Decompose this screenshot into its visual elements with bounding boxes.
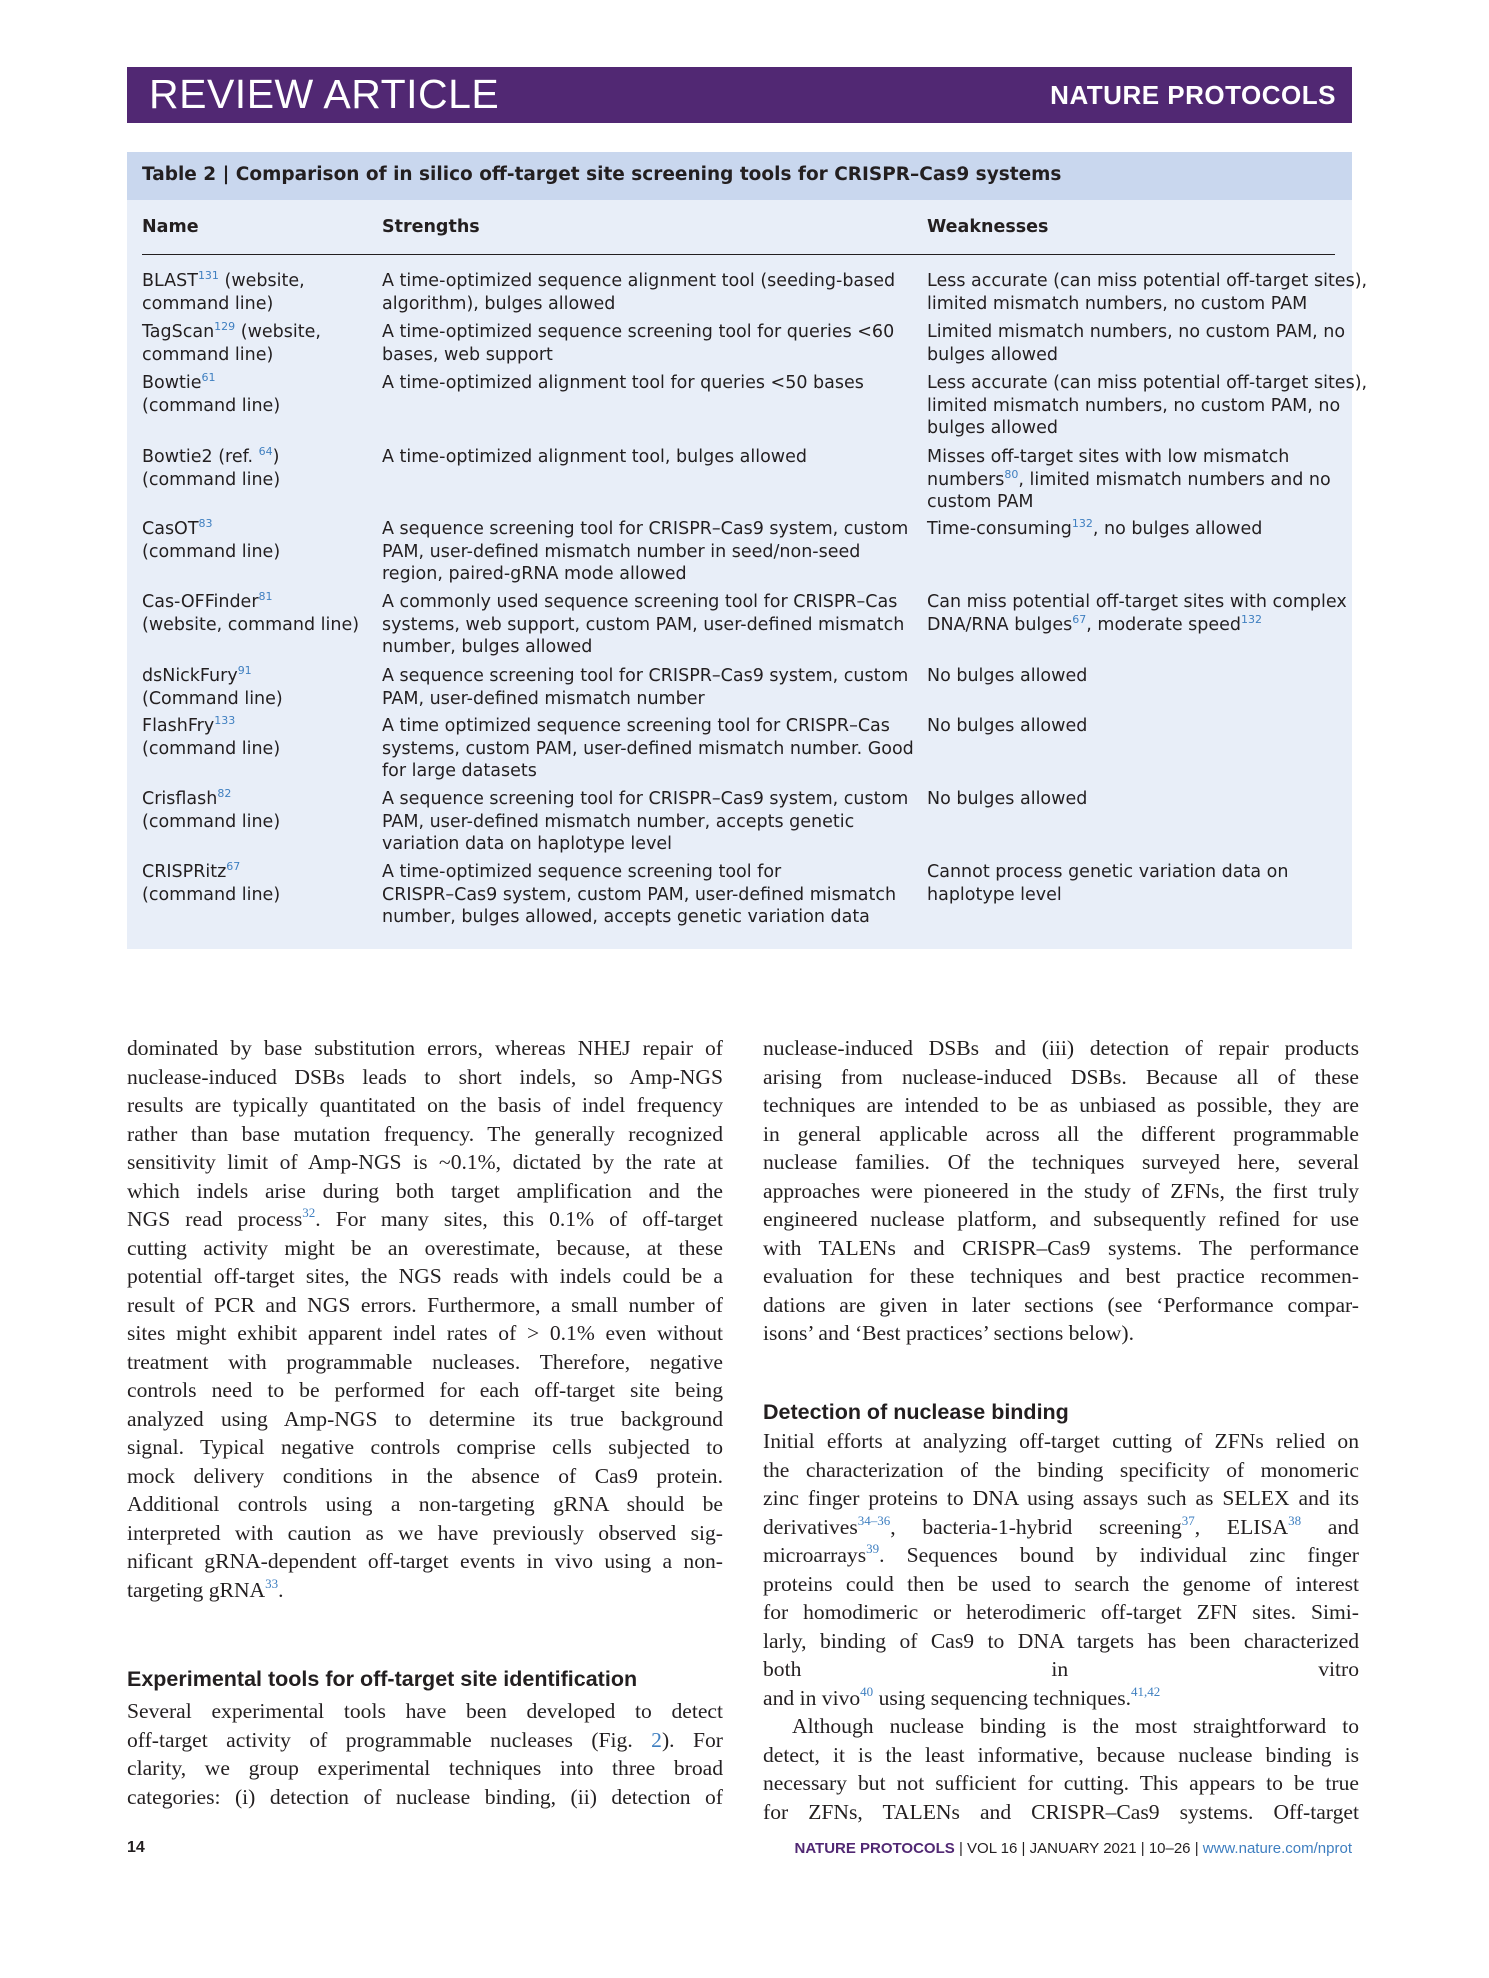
text-line: rather than base mutation frequency. The generally recognized bbox=[127, 1121, 723, 1146]
tool-weaknesses: Less accurate (can miss potential off-target sites), limited mismatch numbers, no custom PAM bbox=[927, 271, 1368, 314]
text-line: result of PCR and NGS errors. Furthermore, a small number of bbox=[127, 1292, 723, 1317]
tool-name: Crisflash$^{82}$ (command line) bbox=[142, 787, 281, 832]
text-line: nuclease-induced DSBs and (iii) detection of repair products bbox=[763, 1036, 1359, 1060]
text-line: controls need to be performed for each off-target site being bbox=[127, 1378, 723, 1402]
text-line: nuclease families. Of the techniques surveyed here, several bbox=[763, 1150, 1359, 1174]
text-line: with TALENs and CRISPR–Cas9 systems. The performance bbox=[763, 1235, 1359, 1260]
body-column-left-2 bbox=[127, 1697, 723, 1811]
tool-strengths: A commonly used sequence screening tool for CRISPR–Cas systems, web support, custom PAM, user-defined mismatch number, bulges allowed bbox=[382, 592, 905, 657]
table-2 bbox=[127, 152, 1368, 949]
text-line: and in vivo$^{40}$ using sequencing techniques.$^{41,42}$ bbox=[763, 1683, 1161, 1710]
tool-name: dsNickFury$^{91}$ (Command line) bbox=[142, 664, 283, 709]
tool-weaknesses: Can miss potential off-target sites with complex DNA/RNA bulges$^{67}$, moderate speed$^{132}$ bbox=[927, 592, 1347, 635]
tool-name: CasOT$^{83}$ (command line) bbox=[142, 517, 281, 562]
header-strengths: Strengths bbox=[382, 217, 480, 237]
text-line: NGS read process$^{32}$. For many sites, this 0.1% of off-target bbox=[127, 1205, 723, 1231]
section-heading: Detection of nuclease binding bbox=[763, 1400, 1069, 1424]
journal-label: NATURE PROTOCOLS bbox=[1050, 80, 1336, 110]
footer-url-link[interactable]: www.nature.com/nprot bbox=[1202, 1840, 1352, 1857]
tool-strengths: A sequence screening tool for CRISPR–Cas9 system, custom PAM, user-defined mismatch number, accepts genetic variation data on haplotype level bbox=[382, 789, 909, 854]
section-heading: Experimental tools for off-target site identification bbox=[127, 1667, 638, 1691]
tool-strengths: A time-optimized alignment tool for queries <50 bases bbox=[382, 373, 864, 393]
text-line: signal. Typical negative controls comprise cells subjected to bbox=[127, 1435, 723, 1459]
text-line: dations are given in later sections (see ‘Performance compar- bbox=[763, 1292, 1359, 1317]
footer-journal: NATURE PROTOCOLS bbox=[794, 1840, 955, 1857]
tool-weaknesses: Less accurate (can miss potential off-target sites), limited mismatch numbers, no custom PAM, no bulges allowed bbox=[927, 373, 1368, 438]
text-line: derivatives$^{34-36}$, bacteria-1-hybrid screening$^{37}$, ELISA$^{38}$ and bbox=[763, 1512, 1359, 1539]
text-line: categories: (i) detection of nuclease binding, (ii) detection of bbox=[127, 1784, 723, 1809]
text-line: for ZFNs, TALENs and CRISPR–Cas9 systems. Off-target bbox=[763, 1799, 1359, 1824]
tool-weaknesses: No bulges allowed bbox=[927, 789, 1088, 809]
text-line: potential off-target sites, the NGS reads with indels could be a bbox=[127, 1264, 723, 1288]
body-column-right bbox=[763, 1034, 1359, 1348]
text-line: dominated by base substitution errors, whereas NHEJ repair of bbox=[127, 1036, 723, 1060]
footer-pages: 10–26 bbox=[1148, 1840, 1191, 1857]
footer-citation: NATURE PROTOCOLS | VOL 16 | JANUARY 2021 | 10–26 | www.nature.com/nprot bbox=[794, 1840, 1352, 1857]
text-line: evaluation for these techniques and best practice recommen- bbox=[763, 1264, 1359, 1288]
text-line: the characterization of the binding specificity of monomeric bbox=[763, 1457, 1359, 1482]
text-line: Additional controls using a non-targeting gRNA should be bbox=[127, 1492, 723, 1516]
text-line: both in vitro bbox=[763, 1657, 1359, 1681]
page-number: 14 bbox=[127, 1839, 145, 1856]
text-line: interpreted with caution as we have previously observed sig- bbox=[127, 1520, 723, 1545]
text-line: mock delivery conditions in the absence of Cas9 protein. bbox=[127, 1463, 723, 1488]
body-column-left bbox=[127, 1034, 723, 1604]
text-line: in general applicable across all the different programmable bbox=[763, 1121, 1359, 1146]
tool-name: TagScan$^{129}$ (website, command line) bbox=[142, 320, 321, 365]
tool-strengths: A time-optimized sequence alignment tool (seeding-based algorithm), bulges allowed bbox=[382, 271, 896, 314]
table-title-bar bbox=[127, 152, 1352, 200]
tool-name: Bowtie2 (ref. $^{64}$) (command line) bbox=[142, 445, 281, 490]
text-line: nuclease-induced DSBs leads to short indels, so Amp-NGS bbox=[127, 1064, 723, 1089]
body-column-right-2 bbox=[763, 1427, 1359, 1826]
header-weaknesses: Weaknesses bbox=[927, 217, 1049, 237]
text-line: off-target activity of programmable nucleases (Fig. 2). For bbox=[127, 1727, 723, 1752]
tool-strengths: A time-optimized alignment tool, bulges allowed bbox=[382, 447, 807, 467]
text-line: nificant gRNA-dependent off-target events in vivo using a non- bbox=[127, 1549, 723, 1573]
text-line: which indels arise during both target amplification and the bbox=[127, 1178, 723, 1203]
article-banner bbox=[127, 67, 1352, 123]
tool-name: Cas-OFFinder$^{81}$ (website, command line) bbox=[142, 590, 360, 635]
tool-name: Bowtie$^{61}$ (command line) bbox=[142, 371, 281, 416]
text-line: Although nuclease binding is the most straightforward to bbox=[792, 1714, 1359, 1738]
tool-strengths: A time-optimized sequence screening tool for CRISPR–Cas9 system, custom PAM, user-defined mismatch number, bulges allowed, accepts genetic variation data bbox=[382, 862, 897, 927]
footer-date: JANUARY 2021 bbox=[1029, 1840, 1137, 1857]
tool-strengths: A time-optimized sequence screening tool for queries <60 bases, web support bbox=[382, 322, 895, 365]
text-line: clarity, we group experimental techniques into three broad bbox=[127, 1756, 723, 1780]
text-line: engineered nuclease platform, and subsequently refined for use bbox=[763, 1207, 1359, 1231]
footer-volume: VOL 16 bbox=[967, 1840, 1018, 1857]
text-line: isons’ and ‘Best practices’ sections below). bbox=[763, 1321, 1134, 1345]
text-line: approaches were pioneered in the study of ZFNs, the first truly bbox=[763, 1178, 1359, 1203]
text-line: treatment with programmable nucleases. Therefore, negative bbox=[127, 1349, 723, 1374]
text-line: cutting activity might be an overestimate, because, at these bbox=[127, 1235, 723, 1260]
tool-name: CRISPRitz$^{67}$ (command line) bbox=[142, 860, 281, 905]
section-label: REVIEW ARTICLE bbox=[149, 71, 500, 117]
tool-strengths: A time optimized sequence screening tool for CRISPR–Cas systems, custom PAM, user-defined mismatch number. Good for large datasets bbox=[382, 716, 914, 781]
table-title: Table 2 | Comparison of in silico off-target site screening tools for CRISPR–Cas9 systems bbox=[142, 164, 1062, 185]
text-line: sites might exhibit apparent indel rates of > 0.1% even without bbox=[127, 1321, 723, 1345]
text-line: larly, binding of Cas9 to DNA targets has been characterized bbox=[763, 1628, 1359, 1653]
tool-weaknesses: No bulges allowed bbox=[927, 666, 1088, 686]
tool-weaknesses: No bulges allowed bbox=[927, 716, 1088, 736]
text-line: arising from nuclease-induced DSBs. Because all of these bbox=[763, 1064, 1359, 1089]
tool-weaknesses: Limited mismatch numbers, no custom PAM, no bulges allowed bbox=[927, 322, 1346, 365]
tool-name: BLAST$^{131}$ (website, command line) bbox=[142, 269, 305, 314]
tool-weaknesses: Time-consuming$^{132}$, no bulges allowed bbox=[927, 517, 1263, 539]
text-line: detect, it is the least informative, because nuclease binding is bbox=[763, 1742, 1359, 1767]
text-line: targeting gRNA$^{33}$. bbox=[127, 1575, 284, 1602]
text-line: microarrays$^{39}$. Sequences bound by individual zinc finger bbox=[763, 1541, 1359, 1567]
text-line: sensitivity limit of Amp-NGS is ~0.1%, dictated by the rate at bbox=[127, 1150, 723, 1174]
tool-name: FlashFry$^{133}$ (command line) bbox=[142, 714, 281, 759]
text-line: for homodimeric or heterodimeric off-target ZFN sites. Simi- bbox=[763, 1600, 1359, 1624]
tool-strengths: A sequence screening tool for CRISPR–Cas9 system, custom PAM, user-defined mismatch number bbox=[382, 666, 909, 709]
tool-strengths: A sequence screening tool for CRISPR–Cas9 system, custom PAM, user-defined mismatch number in seed/non-seed region, paired-gRNA mode allowed bbox=[382, 519, 909, 584]
text-line: zinc finger proteins to DNA using assays such as SELEX and its bbox=[763, 1486, 1359, 1510]
tool-weaknesses: Misses off-target sites with low mismatch numbers$^{80}$, limited mismatch numbers and no custom PAM bbox=[927, 447, 1331, 512]
text-line: proteins could then be used to search the genome of interest bbox=[763, 1571, 1359, 1596]
tool-weaknesses: Cannot process genetic variation data on haplotype level bbox=[927, 862, 1289, 905]
text-line: Several experimental tools have been developed to detect bbox=[127, 1699, 723, 1723]
text-line: analyzed using Amp-NGS to determine its true background bbox=[127, 1406, 723, 1431]
text-line: results are typically quantitated on the basis of indel frequency bbox=[127, 1093, 723, 1117]
text-line: techniques are intended to be as unbiased as possible, they are bbox=[763, 1093, 1359, 1117]
header-rule bbox=[142, 254, 1335, 255]
text-line: Initial efforts at analyzing off-target cutting of ZFNs relied on bbox=[763, 1429, 1359, 1453]
header-name: Name bbox=[142, 217, 199, 237]
text-line: necessary but not sufficient for cutting. This appears to be true bbox=[763, 1771, 1359, 1795]
